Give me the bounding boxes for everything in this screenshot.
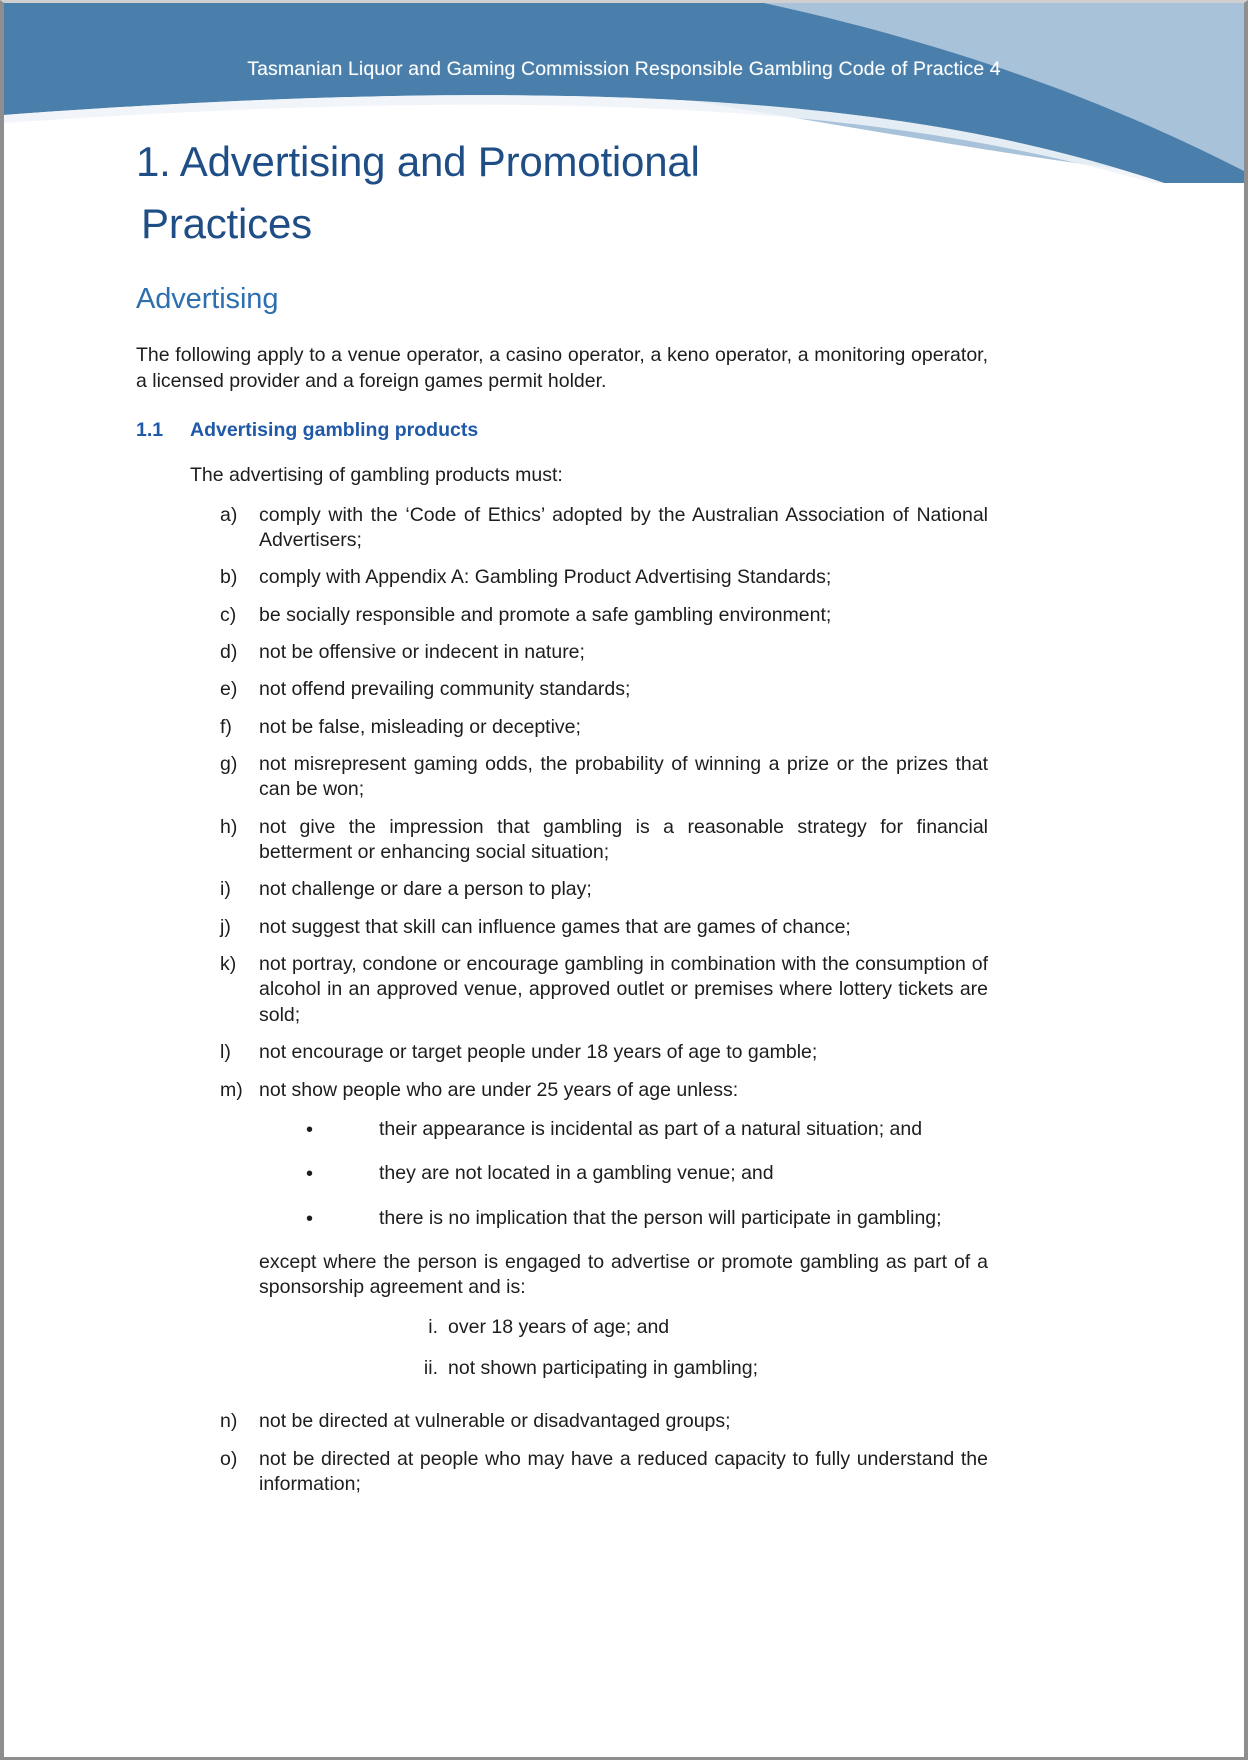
roman-list (259, 1315, 988, 1382)
list-item-marker: i) (220, 878, 231, 901)
roman-list-text: over 18 years of age; and (448, 1315, 670, 1338)
list-item-text: not challenge or dare a person to play; (259, 878, 592, 901)
list-item (220, 815, 988, 866)
list-item (220, 1078, 988, 1398)
list-item-text: not suggest that skill can influence games that are games of chance; (259, 915, 851, 938)
sub-bullet-item (259, 1161, 988, 1187)
sub-bullet-list (259, 1117, 988, 1232)
list-item-text: not show people who are under 25 years of age unless: • their appearance is incidental as part of a natural situation; and • they are not located in a gambling venue; and • there is no implication that the person will participate in gambling; except where the person is engaged to advertise or promote gambling as part of a sponsorship agreement and is: i. over 18 years of age; and ii. not shown participating in gambling; (259, 1078, 988, 1398)
page-canvas (4, 3, 1244, 1757)
list-item (220, 1409, 988, 1434)
sub-bullet-text: there is no implication that the person will participate in gambling; (379, 1206, 942, 1229)
list-item-marker: c) (220, 603, 237, 626)
list-item-text: not offend prevailing community standards; (259, 678, 631, 701)
list-item-text: not be directed at people who may have a reduced capacity to fully understand the information; (259, 1447, 988, 1495)
page-title-line-2: Practices (141, 199, 312, 247)
list-item-text: not be false, misleading or deceptive; (259, 715, 581, 738)
list-item-marker: e) (220, 678, 238, 701)
list-item-text: comply with Appendix A: Gambling Product Advertising Standards; (259, 566, 832, 589)
list-item (220, 565, 988, 590)
clause-heading (136, 418, 988, 442)
list-item (220, 715, 988, 740)
list-item-marker: b) (220, 566, 238, 589)
list-item (220, 677, 988, 702)
list-item-marker: a) (220, 503, 238, 526)
list-item (220, 1447, 988, 1498)
list-item-marker: f) (220, 715, 232, 738)
list-item-marker: o) (220, 1447, 238, 1470)
roman-list-marker: ii. (423, 1356, 438, 1379)
list-item-text: not misrepresent gaming odds, the probability of winning a prize or the prizes that can be won; (259, 753, 988, 801)
running-header-title: Tasmanian Liquor and Gaming Commission Responsible Gambling Code of Practice 4 (247, 58, 1001, 80)
list-item-marker: g) (220, 753, 238, 776)
list-item-marker: k) (220, 953, 237, 976)
sub-bullet-text: their appearance is incidental as part of a natural situation; and (379, 1117, 923, 1140)
clause-heading-text: Advertising gambling products (190, 418, 479, 441)
section-heading-advertising: Advertising (136, 283, 279, 316)
document-body (136, 131, 988, 1509)
list-item-text: not be offensive or indecent in nature; (259, 641, 585, 664)
list-item (220, 503, 988, 554)
sub-bullet-item (259, 1117, 988, 1143)
list-item (220, 1040, 988, 1065)
roman-list-item (407, 1356, 988, 1381)
list-item-text: not be directed at vulnerable or disadvantaged groups; (259, 1410, 731, 1433)
bullet-dot-icon (259, 1117, 379, 1143)
page-title (136, 131, 831, 254)
sub-bullet-item (259, 1206, 988, 1232)
list-item-text: comply with the ‘Code of Ethics’ adopted by the Australian Association of National Advertisers; (259, 503, 988, 552)
list-item (220, 877, 988, 902)
alpha-list (136, 503, 988, 1498)
list-item-text: be socially responsible and promote a safe gambling environment; (259, 603, 832, 626)
roman-list-marker: i. (428, 1315, 438, 1338)
clause-lead-in: The advertising of gambling products must: (190, 464, 563, 487)
list-item (220, 603, 988, 628)
intro-paragraph: The following apply to a venue operator, a casino operator, a keno operator, a monitoring operator, a licensed provider and a foreign games permit holder. (136, 344, 988, 392)
bullet-dot-icon (259, 1161, 379, 1187)
clause-number: 1.1 (136, 418, 164, 441)
except-paragraph: except where the person is engaged to advertise or promote gambling as part of a sponsorship agreement and is: (259, 1250, 988, 1299)
list-item (220, 752, 988, 803)
list-item (220, 952, 988, 1028)
list-item-text: not encourage or target people under 18 years of age to gamble; (259, 1041, 818, 1064)
list-item (220, 915, 988, 940)
list-item (220, 640, 988, 665)
sub-bullet-text: they are not located in a gambling venue; and (379, 1162, 774, 1185)
bullet-dot-icon (259, 1206, 379, 1232)
roman-list-item (407, 1315, 988, 1340)
page-title-line-1: 1. Advertising and Promotional (136, 138, 700, 185)
list-item-marker: j) (220, 915, 231, 938)
list-item-marker: h) (220, 815, 238, 838)
list-item-marker: m) (220, 1078, 243, 1101)
list-item-marker: n) (220, 1410, 238, 1433)
list-item-text: not give the impression that gambling is a reasonable strategy for financial betterment or enhancing social situation; (259, 815, 988, 864)
list-item-marker: l) (220, 1041, 231, 1064)
list-item-text: not portray, condone or encourage gambling in combination with the consumption of alcohol in an approved venue, approved outlet or premises where lottery tickets are sold; (259, 953, 988, 1026)
list-item-marker: d) (220, 641, 238, 664)
roman-list-text: not shown participating in gambling; (448, 1356, 759, 1379)
